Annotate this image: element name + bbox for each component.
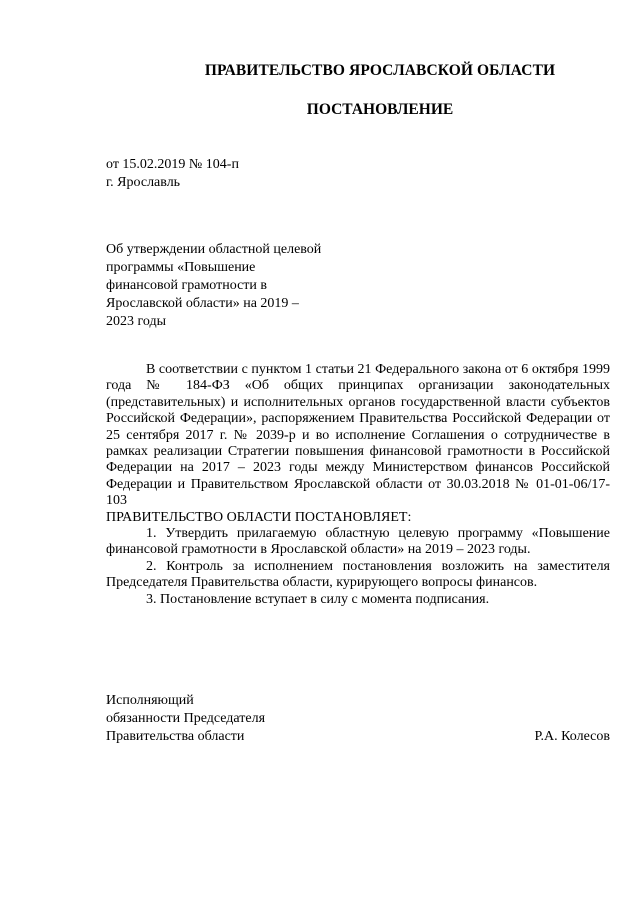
item-2-paragraph: 2. Контроль за исполнением постановления возложить на заместителя Председателя Правительства области, курирующего вопросы финансов.: [106, 558, 610, 591]
document-type-title: ПОСТАНОВЛЕНИЕ: [306, 101, 454, 118]
decree-line: ПРАВИТЕЛЬСТВО ОБЛАСТИ ПОСТАНОВЛЯЕТ:: [106, 509, 412, 525]
document-subject: Об утверждении областной целевой программы «Повышение финансовой грамотности в Ярославской области» на 2019 – 2023 годы: [106, 242, 322, 329]
date-number: от 15.02.2019 № 104-п: [106, 157, 239, 172]
signatory-name: Р.А. Колесов: [534, 729, 610, 744]
item-3-paragraph: 3. Постановление вступает в силу с момента подписания.: [146, 591, 490, 607]
signatory-position-line-2: обязанности Председателя: [106, 711, 266, 726]
preamble-paragraph: В соответствии с пунктом 1 статьи 21 Федерального закона от 6 октября 1999 года № 184-ФЗ «Об общих принципах организации законодательных (представительных) и исполнительных органов государственной власти субъектов Российской Федерации», распоряжением Правительства Российской Федерации от 25 сентября 2017 г. № 2039-р и во исполнение Соглашения о сотрудничестве в рамках реализации Стратегии повышения финансовой грамотности в Российской Федерации на 2017 – 2023 годы между Министерством финансов Российской Федерации и Правительством Ярославской области от 30.03.2018 № 01-01-06/17-103: [106, 362, 610, 509]
signatory-position-line-3: Правительства области: [106, 729, 245, 744]
city: г. Ярославль: [106, 175, 181, 190]
signature-block: [106, 692, 610, 746]
document-body: [106, 362, 610, 608]
signature-row: [106, 728, 610, 746]
signatory-position-line-1: Исполняющий: [106, 693, 194, 708]
item-1-paragraph: 1. Утвердить прилагаемую областную целевую программу «Повышение финансовой грамотности в Ярославской области» на 2019 – 2023 годы.: [106, 526, 610, 558]
document-meta: [106, 156, 239, 192]
government-title: ПРАВИТЕЛЬСТВО ЯРОСЛАВСКОЙ ОБЛАСТИ: [204, 62, 556, 79]
